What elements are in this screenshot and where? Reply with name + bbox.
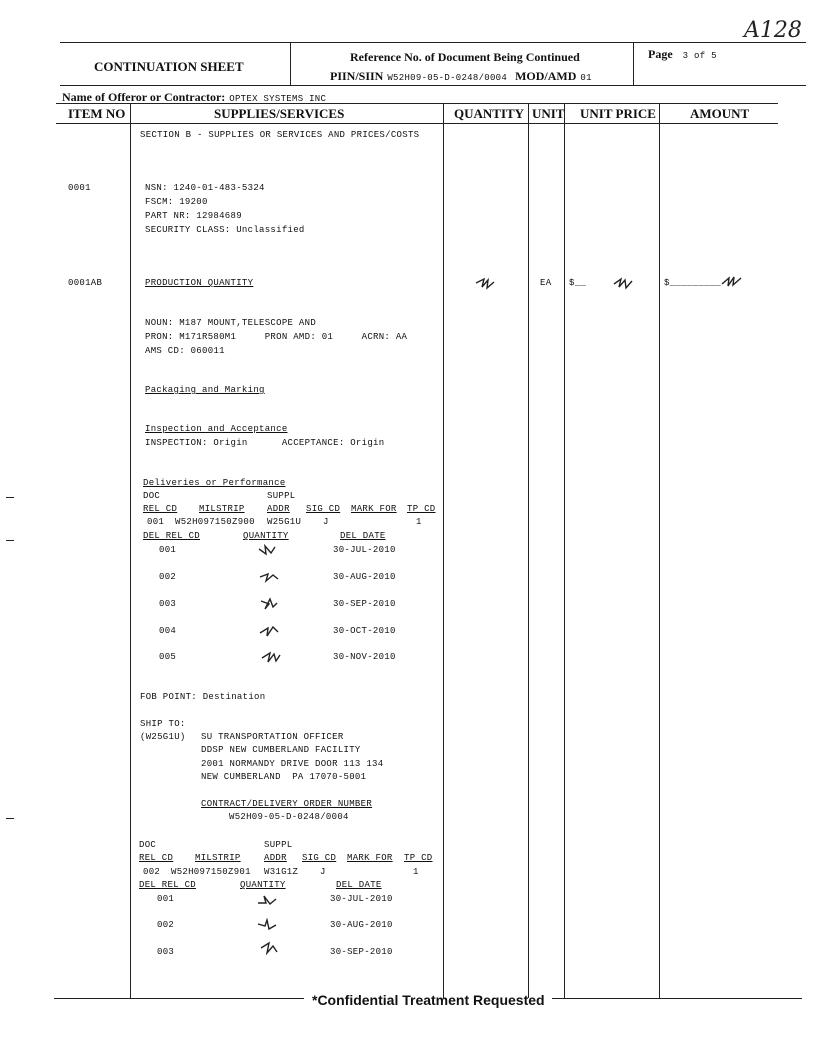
deliveries2-date: 30-JUL-2010 [330, 894, 393, 904]
item-0001ab-title: PRODUCTION QUANTITY [145, 278, 254, 288]
mod-label: MOD/AMD [515, 69, 577, 83]
section-b-title: SECTION B - SUPPLIES OR SERVICES AND PRICES/COSTS [140, 130, 420, 140]
col-unit-price: UNIT PRICE [580, 106, 656, 121]
item-0001ab-unit-price: $__ [569, 278, 587, 288]
page-value: 3 of 5 [682, 51, 717, 61]
deliveries1-hdr-quantity: QUANTITY [243, 531, 289, 541]
deliveries1-row-sig-cd: J [323, 517, 329, 527]
deliveries2-hdr-addr: ADDR [264, 853, 287, 863]
deliveries2-hdr-milstrip: MILSTRIP [195, 853, 241, 863]
item-0001-part-nr: PART NR: 12984689 [145, 211, 242, 221]
footer-rule-right [552, 998, 802, 999]
deliveries1-doc-label: DOC [143, 491, 161, 501]
margin-tick [6, 540, 14, 541]
column-header-bottom-rule [56, 123, 778, 124]
deliveries1-rel: 003 [159, 599, 177, 609]
deliveries1-hdr-del-date: DEL DATE [340, 531, 386, 541]
page-mark-handwritten: A128 [744, 18, 802, 43]
contract-order-value: W52H09-05-D-0248/0004 [229, 812, 349, 822]
deliveries2-hdr-sig-cd: SIG CD [302, 853, 337, 863]
deliveries1-hdr-milstrip: MILSTRIP [199, 504, 245, 514]
deliveries2-row-sig-cd: J [320, 867, 326, 877]
redaction-mark-qty [258, 597, 280, 611]
inspection-title: Inspection and Acceptance [145, 424, 288, 434]
margin-tick [6, 818, 14, 819]
deliveries1-hdr-sig-cd: SIG CD [306, 504, 341, 514]
deliveries-title: Deliveries or Performance [143, 478, 286, 488]
redaction-mark-qty [256, 893, 278, 907]
piin-row [330, 67, 592, 85]
redaction-mark-qty [258, 624, 280, 638]
col-line-4 [564, 103, 565, 998]
deliveries2-rel: 003 [157, 947, 175, 957]
col-unit: UNIT [532, 106, 565, 121]
item-0001-fscm: FSCM: 19200 [145, 197, 208, 207]
deliveries1-row-milstrip: W52H097150Z900 [175, 517, 255, 527]
col-supplies-services: SUPPLIES/SERVICES [214, 106, 345, 121]
deliveries1-rel: 002 [159, 572, 177, 582]
item-0001ab-amount: $_________ [664, 278, 722, 288]
deliveries1-hdr-addr: ADDR [267, 504, 290, 514]
fob-point: FOB POINT: Destination [140, 692, 266, 702]
deliveries1-hdr-del-rel-cd: DEL REL CD [143, 531, 201, 541]
deliveries1-hdr-mark-for: MARK FOR [351, 504, 397, 514]
footer-rule-left [54, 998, 304, 999]
deliveries2-doc-label: DOC [139, 840, 157, 850]
contract-order-label: CONTRACT/DELIVERY ORDER NUMBER [201, 799, 373, 809]
packaging-title: Packaging and Marking [145, 385, 265, 395]
redaction-mark-qty [260, 650, 282, 664]
deliveries1-suppl-label: SUPPL [267, 491, 296, 501]
offeror-label: Name of Offeror or Contractor: [62, 90, 226, 104]
deliveries2-hdr-quantity: QUANTITY [240, 880, 286, 890]
deliveries1-hdr-tp-cd: TP CD [407, 504, 436, 514]
deliveries1-row-tp-cd: 1 [416, 517, 422, 527]
deliveries2-hdr-tp-cd: TP CD [404, 853, 433, 863]
ship-to-code: (W25G1U) [140, 732, 186, 742]
ship-to-line-3: 2001 NORMANDY DRIVE DOOR 113 134 [201, 759, 384, 769]
ship-to-line-2: DDSP NEW CUMBERLAND FACILITY [201, 745, 361, 755]
col-quantity: QUANTITY [454, 106, 525, 121]
deliveries1-row-rel-cd: 001 [147, 517, 165, 527]
continuation-sheet-title: CONTINUATION SHEET [94, 59, 244, 74]
deliveries2-rel: 001 [157, 894, 175, 904]
header-top-rule [60, 42, 806, 43]
redaction-mark-unit-price [612, 276, 634, 290]
redaction-mark-qty [256, 543, 278, 557]
deliveries1-date: 30-OCT-2010 [333, 626, 396, 636]
deliveries1-date: 30-NOV-2010 [333, 652, 396, 662]
col-item-no: ITEM NO [68, 106, 126, 121]
mod-value: 01 [580, 73, 592, 83]
col-line-5 [659, 103, 660, 998]
deliveries1-row-addr: W25G1U [267, 517, 302, 527]
deliveries2-row-milstrip: W52H097150Z901 [171, 867, 251, 877]
item-0001ab-noun: NOUN: M187 MOUNT,TELESCOPE AND [145, 318, 317, 328]
col-line-3 [528, 103, 529, 998]
page-label: Page [648, 47, 673, 61]
deliveries1-rel: 005 [159, 652, 177, 662]
deliveries2-hdr-del-rel-cd: DEL REL CD [139, 880, 197, 890]
piin-value: W52H09-05-D-0248/0004 [387, 73, 508, 83]
redaction-mark-amount [720, 274, 742, 288]
deliveries2-row-tp-cd: 1 [413, 867, 419, 877]
deliveries2-hdr-mark-for: MARK FOR [347, 853, 393, 863]
page-indicator [648, 45, 717, 63]
redaction-mark-qty [258, 570, 280, 584]
redaction-mark-qty [256, 918, 278, 932]
margin-tick [6, 497, 14, 498]
deliveries2-hdr-del-date: DEL DATE [336, 880, 382, 890]
deliveries2-hdr-rel-cd: REL CD [139, 853, 174, 863]
ship-to-label: SHIP TO: [140, 719, 186, 729]
column-header-top-rule [56, 103, 778, 104]
deliveries1-rel: 004 [159, 626, 177, 636]
ship-to-line-1: SU TRANSPORTATION OFFICER [201, 732, 344, 742]
deliveries2-rel: 002 [157, 920, 175, 930]
inspection-text: INSPECTION: Origin ACCEPTANCE: Origin [145, 438, 385, 448]
col-line-2 [443, 103, 444, 998]
header-divider-2 [633, 42, 634, 85]
deliveries2-row-addr: W31G1Z [264, 867, 299, 877]
deliveries1-date: 30-JUL-2010 [333, 545, 396, 555]
reference-label: Reference No. of Document Being Continued [350, 50, 580, 64]
item-0001-number: 0001 [68, 183, 91, 193]
deliveries2-suppl-label: SUPPL [264, 840, 293, 850]
col-amount: AMOUNT [690, 106, 750, 121]
deliveries1-date: 30-AUG-2010 [333, 572, 396, 582]
item-0001ab-unit: EA [540, 278, 552, 288]
deliveries1-rel: 001 [159, 545, 177, 555]
deliveries2-row-rel-cd: 002 [143, 867, 161, 877]
header-bottom-rule [60, 85, 806, 86]
item-0001-security-class: SECURITY CLASS: Unclassified [145, 225, 305, 235]
deliveries1-hdr-rel-cd: REL CD [143, 504, 178, 514]
deliveries2-date: 30-SEP-2010 [330, 947, 393, 957]
piin-label: PIIN/SIIN [330, 69, 384, 83]
redaction-mark-quantity [474, 276, 496, 290]
ship-to-line-4: NEW CUMBERLAND PA 17070-5001 [201, 772, 367, 782]
redaction-mark-qty [258, 941, 280, 955]
item-0001ab-ams: AMS CD: 060011 [145, 346, 225, 356]
item-0001-nsn: NSN: 1240-01-483-5324 [145, 183, 265, 193]
offeror-value: OPTEX SYSTEMS INC [229, 94, 327, 104]
deliveries1-date: 30-SEP-2010 [333, 599, 396, 609]
item-0001ab-number: 0001AB [68, 278, 103, 288]
col-line-1 [130, 103, 131, 998]
header-divider-1 [290, 42, 291, 85]
item-0001ab-pron: PRON: M171R580M1 PRON AMD: 01 ACRN: AA [145, 332, 408, 342]
deliveries2-date: 30-AUG-2010 [330, 920, 393, 930]
confidential-footer: *Confidential Treatment Requested [312, 992, 545, 1008]
